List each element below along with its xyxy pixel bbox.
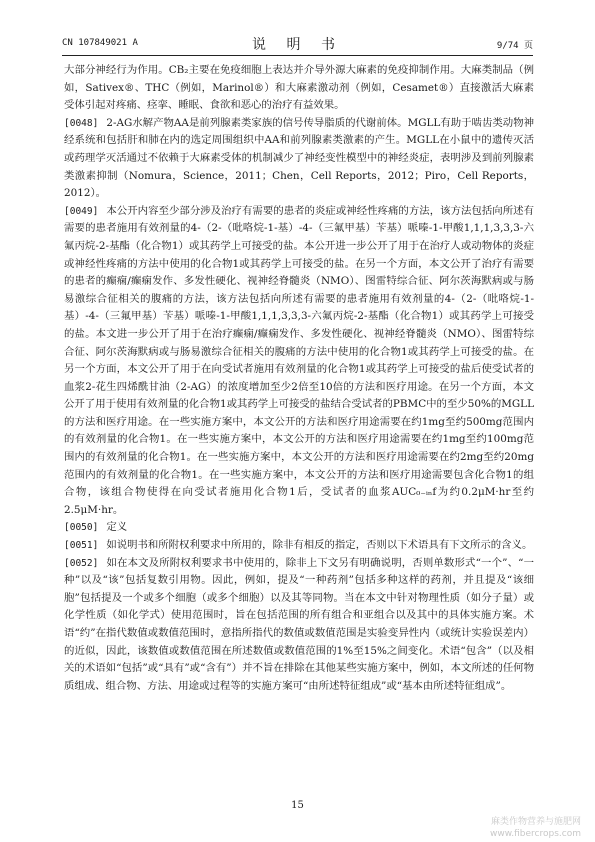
watermark-title: 麻类作物营养与施肥网 [490,817,581,827]
paragraph-text: 2-AG水解产物AA是前列腺素类家族的信号传导脂质的代谢前体。MGLL有助于啮齿类动物神经系统和包括肝和肺在内的选定周围组织中AA和前列腺素类激素的产生。MGLL在小鼠中的遗传灭活或药理学灭活通过不依赖于大麻素受体的机制减少了神经变性模型中的神经炎症，表明涉及到前列腺素类激素抑制（Nomura，Science，2011；Chen，Cell Reports，2012；Piro，Cell Reports，2012）。 [64,116,534,200]
paragraph-0052 [64,555,534,696]
page-header [62,34,533,52]
watermark-url: www.fibercrops.com [490,829,581,839]
paragraph-0049 [64,203,534,520]
header-rule [62,55,533,56]
paragraph-number: [0052] [64,557,99,569]
page-number: 15 [291,800,304,811]
paragraph-number: [0050] [64,522,99,534]
paragraph-text: 如在本文及所附权利要求书中使用的，除非上下文另有明确说明，否则单数形式“一个”、“一种”以及“该”包括复数引用物。因此，例如，提及“一种药剂”包括多种这样的药剂，并且提及“该细胞”包括提及一个或多个细胞（或多个细胞）以及其等同物。当在本文中针对物理性质（如分子量）或化学性质（如化学式）使用范围时，旨在包括范围的所有组合和亚组合以及其中的具体实施方案。术语“约”在指代数值或数值范围时，意指所指代的数值或数值范围是实验变异性内（或统计实验误差内）的近似，因此，该数值或数值范围在所述数值或数值范围的1%至15%之间变化。术语“包含”（以及相关的术语如“包括”或“具有”或“含有”）并不旨在排除在其他某些实施方案中，例如，本文所述的任何物质组成、组合物、方法、用途或过程等的实施方案可“由所述特征组成”或“基本由所述特征组成”。 [64,556,534,692]
paragraph-number: [0049] [64,205,99,217]
paragraph-number: [0048] [64,117,99,129]
document-body [64,62,534,695]
paragraph-continuation [64,62,534,115]
document-title: 说 明 书 [252,37,343,53]
document-number: CN 107849021 A [62,38,138,48]
paragraph-0050 [64,519,534,537]
paragraph-text: 本公开内容至少部分涉及治疗有需要的患者的炎症或神经性疼痛的方法，该方法包括向所述有需要的患者施用有效剂量的4-（2-（吡咯烷-1-基）-4-（三氟甲基）苄基）哌嗪-1-甲酸1,1,1,3,3,3-六氟丙烷-2-基酯（化合物1）或其药学上可接受的盐。本公开进一步公开了用于在治疗人或动物体的炎症或神经性疼痛的方法中使用的化合物1或其药学上可接受的盐。在另一个方面，本文公开了治疗有需要的患者的癫痫/癫痫发作、多发性硬化、视神经脊髓炎（NMO）、图雷特综合征、阿尔茨海默病或与肠易激综合征相关的腹痛的方法，该方法包括向所述有需要的患者施用有效剂量的4-（2-（吡咯烷-1-基）-4-（三氟甲基）苄基）哌嗪-1-甲酸1,1,1,3,3,3-六氟丙烷-2-基酯（化合物1）或其药学上可接受的盐。本文进一步公开了用于在治疗癫痫/癫痫发作、多发性硬化、视神经脊髓炎（NMO）、图雷特综合征、阿尔茨海默病或与肠易激综合征相关的腹痛的方法中使用的化合物1或其药学上可接受的盐。在另一个方面，本文公开了用于在向受试者施用有效剂量的化合物1或其药学上可接受的盐后使受试者的血浆2-花生四烯酰甘油（2-AG）的浓度增加至少2倍至10倍的方法和医疗用途。在另一个方面，本文公开了用于使用有效剂量的化合物1或其药学上可接受的盐结合受试者的PBMC中的至少50%的MGLL的方法和医疗用途。在一些实施方案中，本文公开的方法和医疗用途需要在约1mg至约500mg范围内的有效剂量的化合物1。在一些实施方案中，本文公开的方法和医疗用途需要在约1mg至约100mg范围内的有效剂量的化合物1。在一些实施方案中，本文公开的方法和医疗用途需要在约2mg至约20mg范围内的有效剂量的化合物1。在一些实施方案中，本文公开的方法和医疗用途需要包含化合物1的组合物，该组合物使得在向受试者施用化合物1后，受试者的血浆AUC₀₋ᵢₙf为约0.2μM·hr至约2.5μM·hr。 [64,204,534,516]
paragraph-number: [0051] [64,540,99,552]
paragraph-text: 如说明书和所附权利要求中所用的，除非有相反的指定，否则以下术语具有下文所示的含义。 [106,539,533,552]
page-reference: 9/74 页 [496,41,533,51]
paragraph-0048 [64,115,534,203]
paragraph-text: 大部分神经行为作用。CB₂主要在免疫细胞上表达并介导外源大麻素的免疫抑制作用。大麻类制品（例如，Sativex®、THC（例如，Marinol®）和大麻素激动剂（例如，Cesamet®）直接激活大麻素受体引起对疼痛、痉挛、睡眠、食欲和恶心的治疗有益效果。 [64,64,534,112]
section-heading: 定义 [106,521,128,534]
site-watermark [490,816,581,840]
paragraph-0051 [64,537,534,555]
